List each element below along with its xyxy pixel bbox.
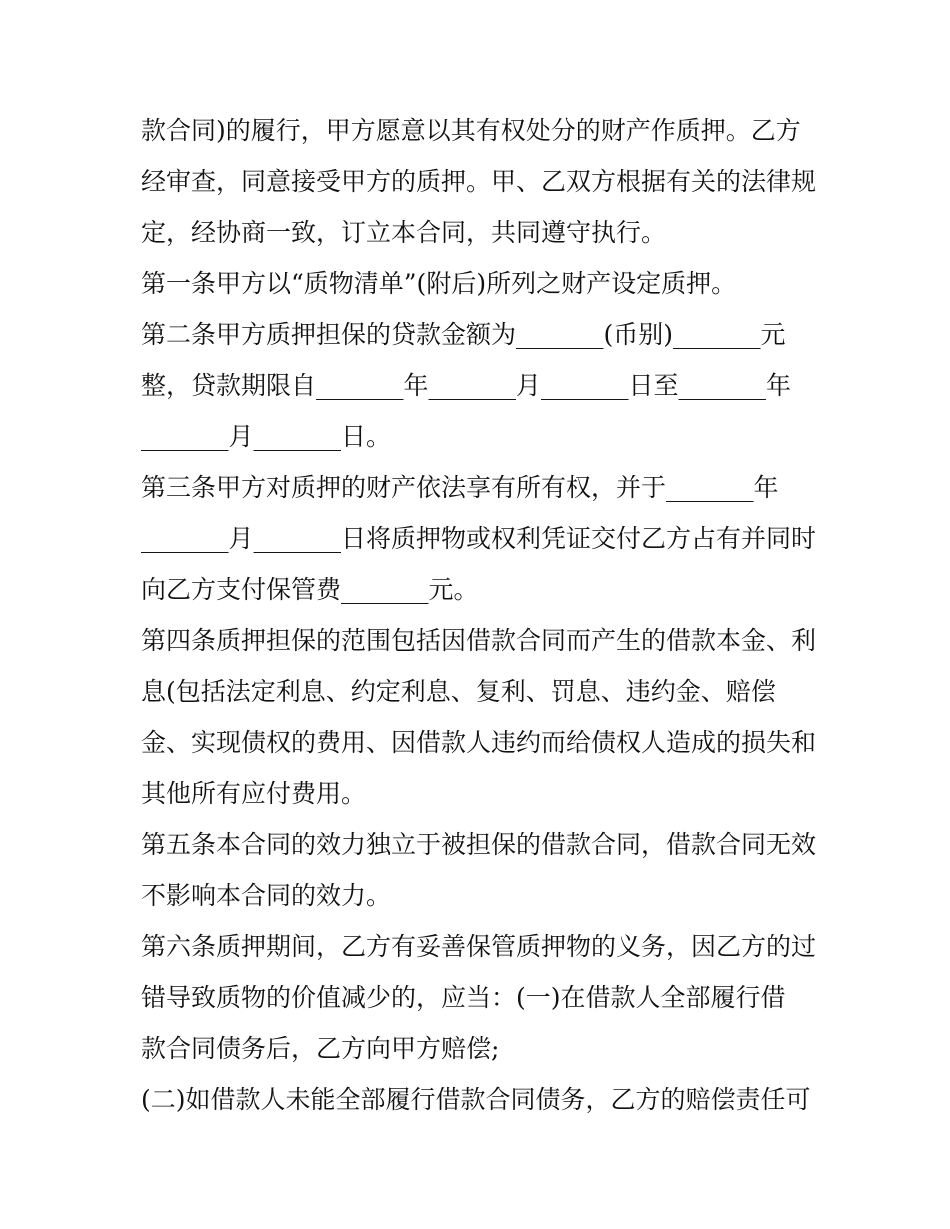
article-5-line: 第五条本合同的效力独立于被担保的借款合同，借款合同无效 bbox=[141, 830, 817, 859]
text-line: _______月_______日。 bbox=[141, 422, 392, 451]
text-line: 金、实现债权的费用、因借款人违约而给债权人造成的损失和 bbox=[141, 728, 817, 757]
text-line: 整，贷款期限自_______年_______月_______日至_______年 bbox=[141, 371, 792, 400]
article-6-line: 第六条质押期间，乙方有妥善保管质押物的义务，因乙方的过 bbox=[141, 932, 817, 961]
text-line: 错导致质物的价值减少的，应当：(一)在借款人全部履行借 bbox=[141, 983, 786, 1012]
text-line: 款合同)的履行，甲方愿意以其有权处分的财产作质押。乙方 bbox=[141, 116, 801, 145]
text-line: 其他所有应付费用。 bbox=[141, 779, 367, 808]
text-line: 定，经协商一致，订立本合同，共同遵守执行。 bbox=[141, 218, 667, 247]
text-line: _______月_______日将质押物或权利凭证交付乙方占有并同时 bbox=[141, 524, 817, 553]
text-line: (二)如借款人未能全部履行借款合同债务，乙方的赔偿责任可 bbox=[141, 1085, 811, 1114]
text-line: 经审查，同意接受甲方的质押。甲、乙双方根据有关的法律规 bbox=[141, 167, 817, 196]
contract-text bbox=[141, 105, 821, 1125]
text-line: 不影响本合同的效力。 bbox=[141, 881, 392, 910]
article-1-line: 第一条甲方以“质物清单”(附后)所列之财产设定质押。 bbox=[141, 269, 737, 298]
article-4-line: 第四条质押担保的范围包括因借款合同而产生的借款本金、利 bbox=[141, 626, 817, 655]
article-3-line: 第三条甲方对质押的财产依法享有所有权，并于_______年 bbox=[141, 473, 779, 502]
text-line: 向乙方支付保管费_______元。 bbox=[141, 575, 479, 604]
text-line: 息(包括法定利息、约定利息、复利、罚息、违约金、赔偿 bbox=[141, 677, 776, 706]
article-2-line: 第二条甲方质押担保的贷款金额为_______(币别)_______元 bbox=[141, 320, 786, 349]
text-line: 款合同债务后，乙方向甲方赔偿; bbox=[141, 1034, 500, 1063]
